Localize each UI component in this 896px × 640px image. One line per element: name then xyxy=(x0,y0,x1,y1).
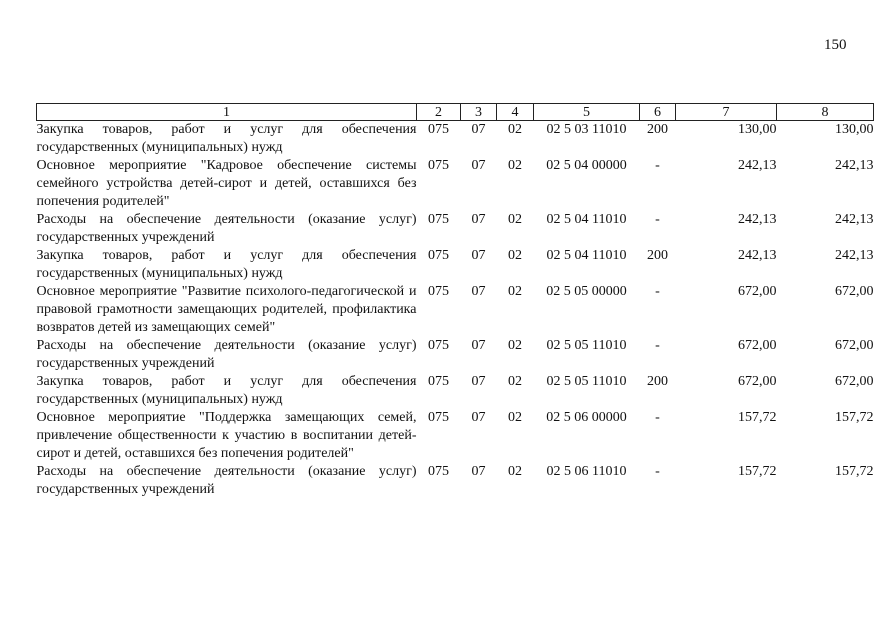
row-name: Расходы на обеспечение деятельности (оказание услуг) государственных учреждений xyxy=(36,212,417,245)
row-name: Основное мероприятие "Поддержка замещающих семей, привлечение общественности к участию в воспитании детей-сирот и детей, оставшихся без попечения родителей" xyxy=(36,410,417,461)
target-code: 02 5 06 00000 xyxy=(546,410,627,425)
section-code: 07 xyxy=(471,464,486,479)
row-name: Основное мероприятие "Развитие психолого-педагогической и правовой грамотности замещающих родителей, профилактика возвратов детей из замещающих семей" xyxy=(36,284,417,335)
amount-col7: 672,00 xyxy=(738,374,777,389)
ministry-code: 075 xyxy=(428,464,449,479)
expense-type: - xyxy=(655,338,660,353)
amount-col7: 242,13 xyxy=(738,158,777,173)
amount-col8: 157,72 xyxy=(835,410,874,425)
ministry-code: 075 xyxy=(428,248,449,263)
expense-type: - xyxy=(655,158,660,173)
column-header: 8 xyxy=(777,104,874,121)
amount-col7: 242,13 xyxy=(738,212,777,227)
amount-col8: 242,13 xyxy=(835,212,874,227)
amount-col8: 242,13 xyxy=(835,248,874,263)
column-header: 2 xyxy=(417,104,461,121)
amount-col7: 242,13 xyxy=(738,248,777,263)
table-row xyxy=(37,373,874,409)
ministry-code: 075 xyxy=(428,338,449,353)
target-code: 02 5 04 11010 xyxy=(546,212,627,227)
row-name: Закупка товаров, работ и услуг для обеспечения государственных (муниципальных) нужд xyxy=(36,122,417,155)
subsection-code: 02 xyxy=(508,122,522,137)
ministry-code: 075 xyxy=(428,122,449,137)
table-row xyxy=(37,463,874,499)
amount-col7: 672,00 xyxy=(738,284,777,299)
amount-col7: 130,00 xyxy=(738,122,777,137)
ministry-code: 075 xyxy=(428,284,449,299)
section-code: 07 xyxy=(471,122,486,137)
amount-col8: 672,00 xyxy=(835,338,874,353)
row-name: Закупка товаров, работ и услуг для обеспечения государственных (муниципальных) нужд xyxy=(36,374,417,407)
subsection-code: 02 xyxy=(508,248,522,263)
target-code: 02 5 05 00000 xyxy=(546,284,627,299)
header-row xyxy=(37,104,874,121)
row-name: Расходы на обеспечение деятельности (оказание услуг) государственных учреждений xyxy=(36,464,417,497)
column-header: 5 xyxy=(534,104,640,121)
target-code: 02 5 03 11010 xyxy=(546,122,627,137)
table-row xyxy=(37,157,874,211)
ministry-code: 075 xyxy=(428,374,449,389)
target-code: 02 5 04 00000 xyxy=(546,158,627,173)
table-row xyxy=(37,337,874,373)
table-row xyxy=(37,121,874,158)
page-number: 150 xyxy=(824,37,847,53)
row-name: Основное мероприятие "Кадровое обеспечение системы семейного устройства детей-сирот и детей, оставшихся без попечения родителей" xyxy=(36,158,417,209)
expense-type: - xyxy=(655,410,660,425)
section-code: 07 xyxy=(471,158,486,173)
expense-type: - xyxy=(655,212,660,227)
table-row xyxy=(37,409,874,463)
subsection-code: 02 xyxy=(508,284,522,299)
amount-col7: 157,72 xyxy=(738,464,777,479)
expense-type: - xyxy=(655,284,660,299)
amount-col7: 672,00 xyxy=(738,338,777,353)
target-code: 02 5 05 11010 xyxy=(546,374,627,389)
amount-col8: 672,00 xyxy=(835,374,874,389)
section-code: 07 xyxy=(471,410,486,425)
amount-col8: 130,00 xyxy=(835,122,874,137)
section-code: 07 xyxy=(471,374,486,389)
target-code: 02 5 04 11010 xyxy=(546,248,627,263)
amount-col7: 157,72 xyxy=(738,410,777,425)
subsection-code: 02 xyxy=(508,338,522,353)
amount-col8: 157,72 xyxy=(835,464,874,479)
expense-type: - xyxy=(655,464,660,479)
subsection-code: 02 xyxy=(508,464,522,479)
column-header: 6 xyxy=(640,104,676,121)
section-code: 07 xyxy=(471,248,486,263)
subsection-code: 02 xyxy=(508,410,522,425)
column-header: 3 xyxy=(461,104,497,121)
column-header: 7 xyxy=(676,104,777,121)
amount-col8: 672,00 xyxy=(835,284,874,299)
expense-type: 200 xyxy=(647,374,668,389)
subsection-code: 02 xyxy=(508,212,522,227)
expense-type: 200 xyxy=(647,248,668,263)
section-code: 07 xyxy=(471,338,486,353)
expense-type: 200 xyxy=(647,122,668,137)
table-row xyxy=(37,247,874,283)
row-name: Закупка товаров, работ и услуг для обеспечения государственных (муниципальных) нужд xyxy=(36,248,417,281)
section-code: 07 xyxy=(471,212,486,227)
ministry-code: 075 xyxy=(428,158,449,173)
target-code: 02 5 06 11010 xyxy=(546,464,627,479)
table-row xyxy=(37,211,874,247)
column-header: 1 xyxy=(37,104,417,121)
subsection-code: 02 xyxy=(508,374,522,389)
table-row xyxy=(37,283,874,337)
amount-col8: 242,13 xyxy=(835,158,874,173)
ministry-code: 075 xyxy=(428,410,449,425)
section-code: 07 xyxy=(471,284,486,299)
row-name: Расходы на обеспечение деятельности (оказание услуг) государственных учреждений xyxy=(36,338,417,371)
target-code: 02 5 05 11010 xyxy=(546,338,627,353)
ministry-code: 075 xyxy=(428,212,449,227)
column-header: 4 xyxy=(497,104,534,121)
subsection-code: 02 xyxy=(508,158,522,173)
budget-table xyxy=(36,103,874,499)
